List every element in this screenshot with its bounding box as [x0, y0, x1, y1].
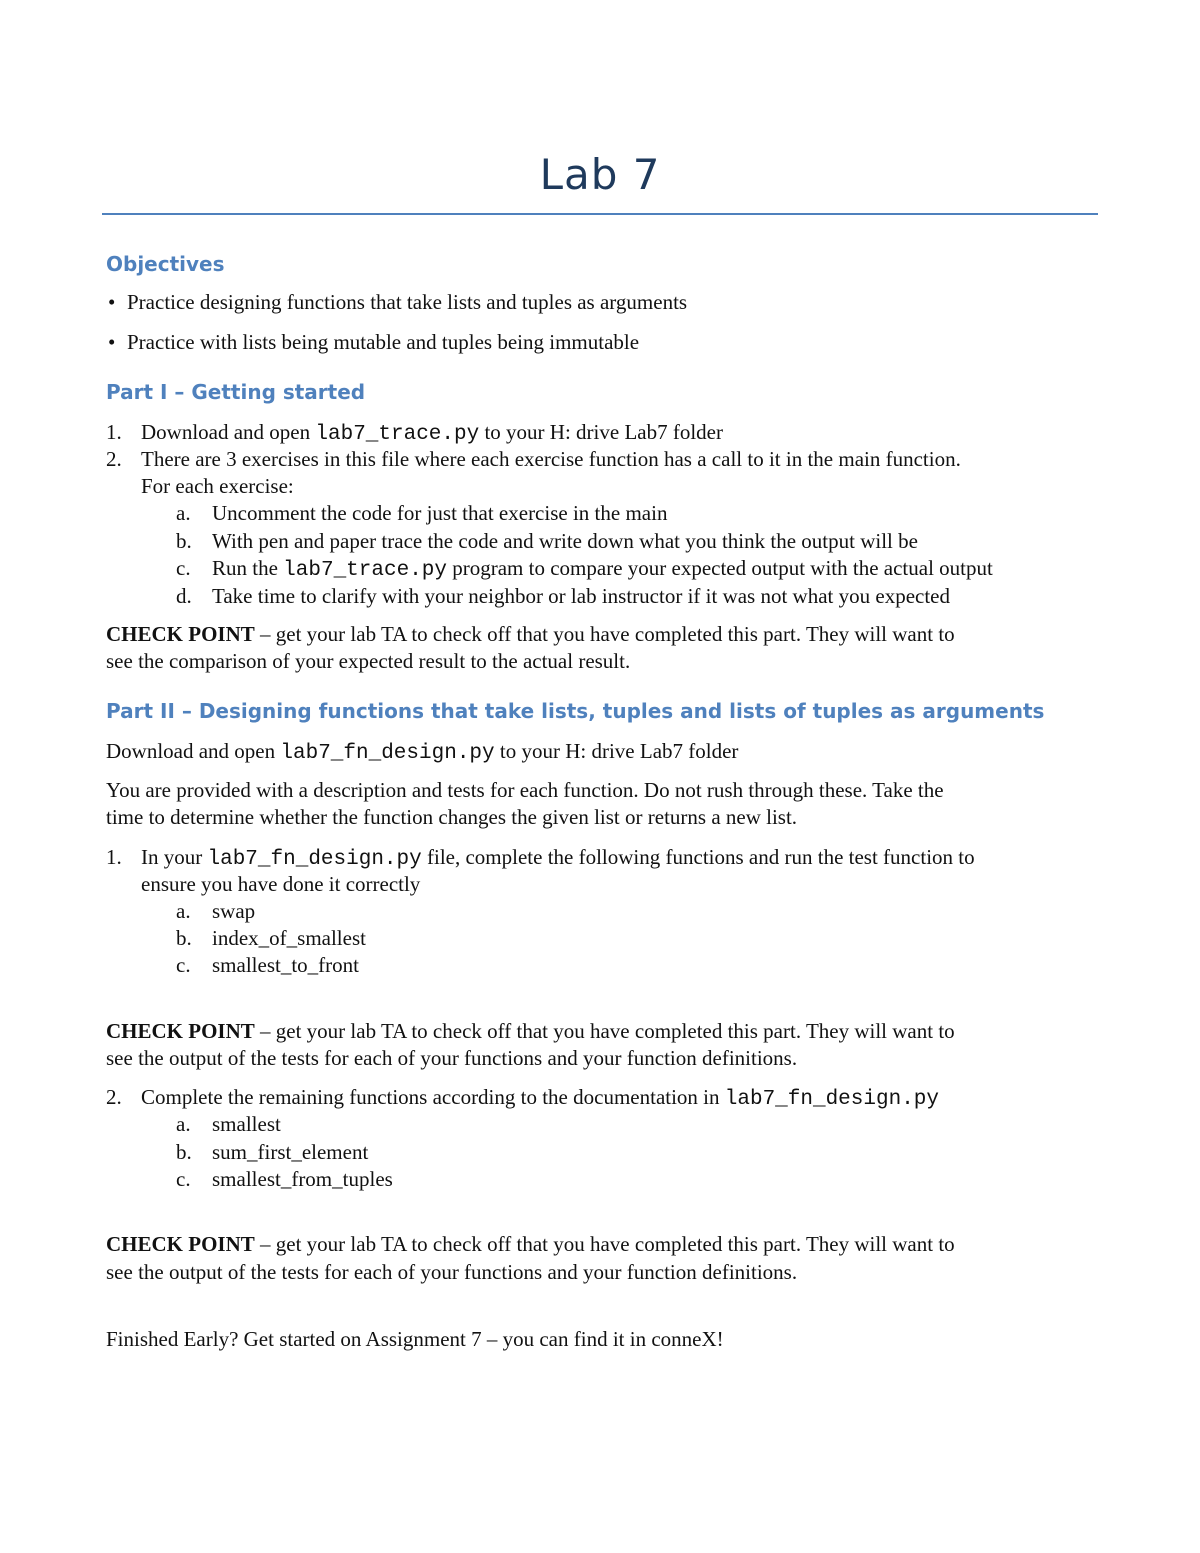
sub-letter: a. [176, 899, 191, 923]
function-smallest: smallest [212, 1112, 281, 1136]
text-span: Download and open [141, 420, 316, 444]
objective-item-2: Practice with lists being mutable and tuples being immutable [127, 330, 640, 354]
checkpoint-3-line1 [106, 1231, 955, 1258]
text-span: program to compare your expected output with the actual output [447, 556, 993, 580]
function-smallest-to-front: smallest_to_front [212, 953, 359, 977]
part1-sub-c [212, 555, 993, 584]
part2-heading: Part II – Designing functions that take lists, tuples and lists of tuples as arguments [106, 699, 1045, 723]
text-span: Download and open [106, 739, 281, 763]
part1-sub-a: Uncomment the code for just that exercise in the main [212, 501, 668, 525]
text-span: to your H: drive Lab7 folder [479, 420, 723, 444]
filename-code: lab7_fn_design.py [724, 1088, 940, 1111]
sub-letter: c. [176, 556, 191, 580]
part1-item-2-line2: For each exercise: [141, 474, 294, 498]
filename-code: lab7_fn_design.py [207, 848, 422, 871]
checkpoint-2-line2: see the output of the tests for each of your functions and your function definitions. [106, 1046, 798, 1070]
checkpoint-3-line2: see the output of the tests for each of your functions and your function definitions. [106, 1260, 798, 1284]
part1-sub-d: Take time to clarify with your neighbor or lab instructor if it was not what you expected [212, 584, 950, 608]
filename-code: lab7_trace.py [315, 423, 480, 446]
part1-item-1 [141, 419, 723, 448]
sub-letter: a. [176, 1112, 191, 1136]
sub-letter: d. [176, 584, 192, 608]
checkpoint-1-line1 [106, 621, 955, 648]
text-span: In your [141, 845, 208, 869]
checkpoint-1-line2: see the comparison of your expected result to the actual result. [106, 649, 631, 673]
bullet-marker: • [108, 330, 116, 354]
sub-letter: b. [176, 926, 192, 950]
objective-item-1: Practice designing functions that take lists and tuples as arguments [127, 290, 688, 314]
list-number: 2. [106, 1085, 122, 1109]
page-title: Lab 7 [539, 150, 661, 199]
bullet-marker: • [108, 290, 116, 314]
filename-code: lab7_trace.py [283, 559, 447, 582]
text-span: Complete the remaining functions according to the documentation in [141, 1085, 725, 1109]
list-number: 1. [106, 845, 122, 869]
sub-letter: b. [176, 529, 192, 553]
part2-download [106, 738, 738, 767]
sub-letter: c. [176, 1167, 191, 1191]
objectives-heading: Objectives [106, 252, 225, 276]
function-swap: swap [212, 899, 256, 923]
finished-early-note: Finished Early? Get started on Assignment 7 – you can find it in conneX! [106, 1327, 724, 1351]
function-sum-first-element: sum_first_element [212, 1140, 369, 1164]
function-index-of-smallest: index_of_smallest [212, 926, 366, 950]
sub-letter: b. [176, 1140, 192, 1164]
checkpoint-label: CHECK POINT [106, 1232, 255, 1256]
text-span: Run the [212, 556, 284, 580]
function-smallest-from-tuples: smallest_from_tuples [212, 1167, 393, 1191]
checkpoint-2-line1 [106, 1018, 955, 1045]
sub-letter: a. [176, 501, 191, 525]
part2-intro-line2: time to determine whether the function changes the given list or returns a new list. [106, 805, 798, 829]
list-number: 1. [106, 420, 122, 444]
part1-sub-b: With pen and paper trace the code and write down what you think the output will be [212, 529, 918, 553]
part2-item-2 [141, 1084, 939, 1113]
part1-item-2-line1: There are 3 exercises in this file where each exercise function has a call to it in the main function. [141, 447, 961, 471]
text-span: to your H: drive Lab7 folder [494, 739, 739, 763]
text-span: – get your lab TA to check off that you have completed this part. They will want to [254, 622, 955, 646]
checkpoint-label: CHECK POINT [106, 1019, 255, 1043]
text-span: – get your lab TA to check off that you have completed this part. They will want to [254, 1232, 955, 1256]
part2-intro-line1: You are provided with a description and tests for each function. Do not rush through these. Take the [106, 778, 944, 802]
filename-code: lab7_fn_design.py [280, 742, 495, 765]
part2-item-1-line2: ensure you have done it correctly [141, 872, 421, 896]
part2-item-1-line1 [141, 844, 975, 873]
sub-letter: c. [176, 953, 191, 977]
text-span: file, complete the following functions and run the test function to [421, 845, 975, 869]
part1-heading: Part I – Getting started [106, 380, 366, 404]
text-span: – get your lab TA to check off that you have completed this part. They will want to [254, 1019, 955, 1043]
title-underline [102, 213, 1098, 215]
checkpoint-label: CHECK POINT [106, 622, 255, 646]
list-number: 2. [106, 447, 122, 471]
